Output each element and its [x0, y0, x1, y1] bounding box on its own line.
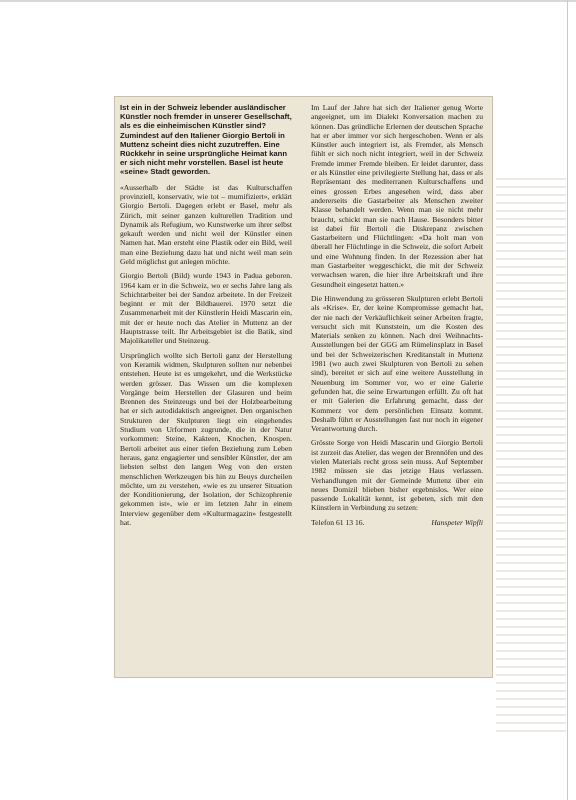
paragraph: Die Hinwendung zu grösseren Skulpturen erlebt Bertoli als «Krise». Er, der keine Kompromisse gemacht hat, der nie nach der Verkäuflichkeit seiner Arbeiten fragte, versucht sich mit Kunststein, um die Kosten des Materials senken zu können. Nach drei Weihnachts-Ausstellungen bei der GGG am Rümelinsplatz in Basel und bei der Schweizerischen Kreditanstalt in Muttenz 1981 (wo auch zwei Skulpturen von Bertoli zu sehen sind), bereitet er sich auf eine weitere Ausstellung in Neuenburg im Sommer vor, wo er eine Galerie gefunden hat, die seine Erwartungen erfüllt. Zu oft hat er mit Galerien die Erfahrung gemacht, dass der Kommerz vor dem persönlichen Einsatz kommt. Deshalb führt er Ausstellungen fast nur noch in eigener Verantwortung durch.	[311, 293, 483, 434]
scan-edge	[0, 0, 576, 2]
bleed-through-text	[380, 72, 570, 86]
paragraph: Giorgio Bertoli (Bild) wurde 1943 in Padua geboren. 1964 kam er in die Schweiz, wo er sechs Jahre lang als Schichtarbeiter bei der Sandoz arbeitete. In der Freizeit beginnt er mit der Bildhauerei. 1970 setzt die Zusammenarbeit mit der Künstlerin Heidi Mascarin ein, mit der er heute noch das Atelier in Muttenz an der Hauptstrasse teilt. Ihr Arbeitsgebiet ist die Batik, sind Majolikateller und Steinzeug.	[120, 271, 292, 346]
paragraph: Im Lauf der Jahre hat sich der Italiener genug Worte angeeignet, um im Dialekt Konversation machen zu können. Das gründliche Erlernen der deutschen Sprache hat er aber immer vor sich hergeschoben. Wenn er als Künstler auch integriert ist, als Fremder, als Mensch fühlt er sich noch nicht integriert, weil in der Schweiz Fremde immer Fremde bleiben. Er leidet darunter, dass er als Künstler eine privilegierte Stellung hat, dass er als Repräsentant des mediterranen Kulturschaffens und eines grossen Erbes angesehen wird, dass aber andererseits die Gastarbeiter als Menschen zweiter Klasse behandelt werden. Wenn man sie nicht mehr braucht, schickt man sie nach Hause. Besonders bitter ist dabei für Bertoli die Diskrepanz zwischen Gastarbeitern und Flüchtlingen: «Da holt man von überall her Flüchtlinge in die Schweiz, die sofort Arbeit und eine Wohnung finden. In der Rezession aber hat man Gastarbeiter weggeschickt, die mit der Schweiz verwachsen waren, die hier ihre Arbeitskraft und ihre Gesundheit eingesetzt hatten.»	[311, 103, 483, 289]
paragraph: «Ausserhalb der Städte ist das Kulturschaffen provinziell, konservativ, wie tot – mumifiziert», erklärt Giorgio Bertoli. Dagegen erlebt er Basel, mehr als Zürich, mit seiner ganzen kulturellen Tradition und Dynamik als Refugium, wo Kunstwerke um ihrer selbst gekauft werden und nicht weil der Künstler einen Namen hat. Man ersteht eine Plastik oder ein Bild, weil man eine Beziehung dazu hat und nicht weil man sein Geld möglichst gut anlegen möchte.	[120, 182, 292, 266]
newspaper-clipping	[115, 97, 492, 677]
signature-line	[311, 518, 483, 527]
paragraph: Ursprünglich wollte sich Bertoli ganz der Herstellung von Keramik widmen, Skulpturen sollten nur nebenbei entstehen. Heute ist es umgekehrt, und die Werkstücke werden grösser. Das Wissen um die komplexen Vorgänge beim Herstellen der Glasuren und beim Brennen des Steinzeugs und bei der Holzbearbeitung hat er sich autodidaktisch angeeignet. Den organischen Strukturen der Skulpturen liegt ein eingehendes Studium von Urformen zugrunde, die in der Natur vorkommen: Steine, Kakteen, Knochen, Knospen. Bertoli arbeitet aus einer tiefen Beziehung zum Leben heraus, ganz engagierter und sensibler Künstler, der am liebsten selbst den langen Weg von den ersten menschlichen Werkzeugen bis hin zu Beuys durcheilen möchte, um zu verstehen, «wie es zu unserer Situation der Konditionierung, der Isolation, der Schizophrenie gekommen ist», wie er im letzten Jahr in einem Interview gegenüber dem «Kulturmagazin» festgestellt hat.	[120, 350, 292, 528]
column-right	[311, 103, 483, 527]
author-byline: Hanspeter Wipfli	[431, 517, 483, 527]
phone-number: Telefon 61 13 16.	[311, 517, 365, 527]
paragraph: Grösste Sorge von Heidi Mascarin und Giorgio Bertoli ist zurzeit das Atelier, das wegen der Brennöfen und des vielen Materials recht gross sein muss. Auf September 1982 müssen sie das jetzige Haus verlassen. Verhandlungen mit der Gemeinde Muttenz über ein neues Domizil blieben bisher ergebnislos. Wer eine passende Lokalität kennt, ist gebeten, sich mit den Künstlern in Verbindung zu setzen:	[311, 438, 483, 513]
scan-edge-right	[567, 0, 568, 800]
article-lead: Ist ein in der Schweiz lebender ausländischer Künstler noch fremder in unserer Gesellschaft, als es die einheimischen Künstler sind? Zumindest auf den Italiener Giorgio Bertoli in Muttenz scheint dies nicht zuzutreffen. Eine Rückkehr in seine ursprüngliche Heimat kann er sich nicht mehr vorstellen. Basel ist heute «seine» Stadt geworden.	[120, 103, 292, 177]
column-left	[120, 103, 292, 532]
bleed-through-columns	[496, 178, 566, 738]
